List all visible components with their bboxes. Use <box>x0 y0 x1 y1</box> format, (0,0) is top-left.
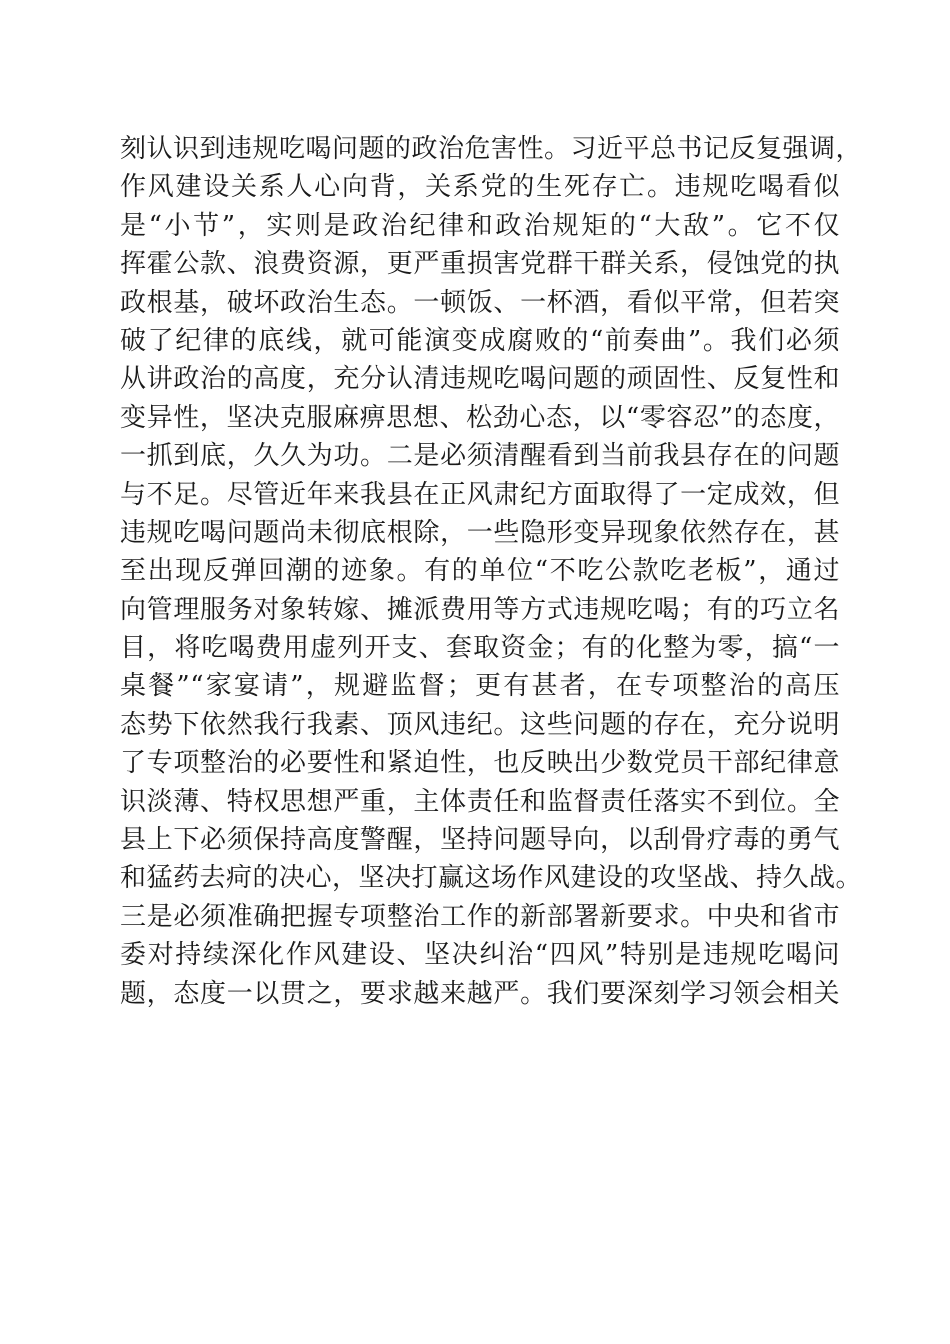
text-line: 挥霍公款、浪费资源，更严重损害党群干群关系，侵蚀党的执 <box>120 249 840 280</box>
text-line: 县上下必须保持高度警醒，坚持问题导向，以刮骨疗毒的勇气 <box>120 825 840 856</box>
text-line: 破了纪律的底线，就可能演变成腐败的“前奏曲”。我们必须 <box>120 325 840 356</box>
text-line: 和猛药去疴的决心，坚决打赢这场作风建设的攻坚战、持久战。 <box>120 863 863 894</box>
body-text <box>120 130 863 1013</box>
text-line: 变异性，坚决克服麻痹思想、松劲心态，以“零容忍”的态度， <box>120 402 840 433</box>
text-line: 桌餐”“家宴请”，规避监督；更有甚者，在专项整治的高压 <box>120 671 840 702</box>
text-line: 政根基，破坏政治生态。一顿饭、一杯酒，看似平常，但若突 <box>120 287 840 318</box>
text-line: 刻认识到违规吃喝问题的政治危害性。习近平总书记反复强调， <box>120 134 863 164</box>
text-line: 作风建设关系人心向背，关系党的生死存亡。违规吃喝看似 <box>120 172 840 203</box>
text-line: 一抓到底，久久为功。二是必须清醒看到当前我县存在的问题 <box>120 441 840 472</box>
text-line: 违规吃喝问题尚未彻底根除，一些隐形变异现象依然存在，甚 <box>120 517 840 548</box>
text-line: 三是必须准确把握专项整治工作的新部署新要求。中央和省市 <box>120 901 840 932</box>
text-line: 从讲政治的高度，充分认清违规吃喝问题的顽固性、反复性和 <box>120 364 840 395</box>
text-line: 向管理服务对象转嫁、摊派费用等方式违规吃喝；有的巧立名 <box>120 594 840 625</box>
text-line: 识淡薄、特权思想严重，主体责任和监督责任落实不到位。全 <box>120 786 840 817</box>
text-line: 态势下依然我行我素、顶风违纪。这些问题的存在，充分说明 <box>120 709 840 740</box>
text-line: 题，态度一以贯之，要求越来越严。我们要深刻学习领会相关 <box>120 978 840 1009</box>
text-line: 委对持续深化作风建设、坚决纠治“四风”特别是违规吃喝问 <box>120 940 840 971</box>
text-line: 目，将吃喝费用虚列开支、套取资金；有的化整为零，搞“一 <box>120 633 840 664</box>
text-line: 与不足。尽管近年来我县在正风肃纪方面取得了一定成效，但 <box>120 479 840 510</box>
text-line: 了专项整治的必要性和紧迫性，也反映出少数党员干部纪律意 <box>120 748 840 779</box>
text-line: 是“小节”，实则是政治纪律和政治规矩的“大敌”。它不仅 <box>120 210 840 241</box>
text-line: 至出现反弹回潮的迹象。有的单位“不吃公款吃老板”，通过 <box>120 556 840 587</box>
